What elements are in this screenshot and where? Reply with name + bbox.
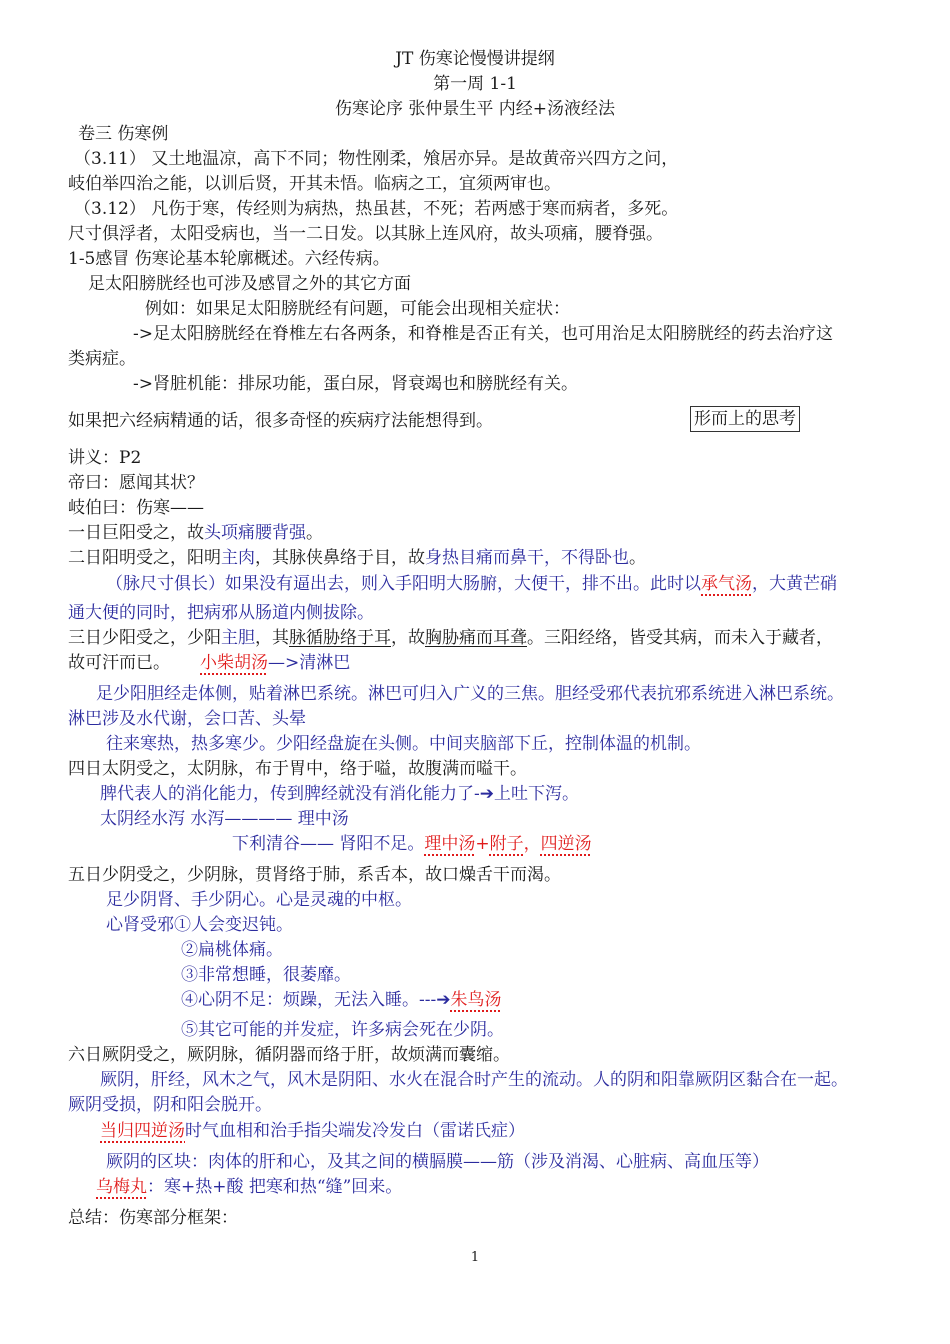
formula-name: 乌梅丸: [96, 1177, 147, 1197]
text-line: 岐伯曰：伤寒——: [68, 498, 204, 518]
note-line: ⑤其它可能的并发症，许多病会死在少阴。: [181, 1020, 504, 1040]
text-line: 类病症。: [68, 349, 136, 369]
page-number: 1: [470, 1250, 480, 1265]
text-line: 足太阳膀胱经也可涉及感冒之外的其它方面: [88, 274, 411, 294]
note-line: 太阴经水泻 水泻———— 理中汤: [100, 809, 349, 829]
note-line: 心肾受邪①人会变迟钝。: [106, 915, 293, 935]
volume-heading: 卷三 伤寒例: [78, 124, 169, 144]
day-four-line: 四日太阴受之，太阴脉，布于胃中，络于嗌，故腹满而嗌干。: [68, 759, 527, 779]
day-two-line: 二日阳明受之，阳明主肉，其脉侠鼻络于目，故身热目痛而鼻干，不得卧也。: [68, 548, 646, 568]
doc-title: JT 伤寒论慢慢讲提纲: [395, 49, 555, 69]
formula-name: 朱鸟汤: [450, 990, 502, 1010]
text-line: （3.12） 凡伤于寒，传经则为病热，热虽甚，不死；若两感于寒而病者，多死。: [74, 199, 679, 219]
note-line: 乌梅丸：寒+热+酸 把寒和热“缝”回来。: [96, 1177, 403, 1197]
text-line: 如果把六经病精通的话，很多奇怪的疾病疗法能想得到。: [68, 411, 493, 431]
note-line: 下利清谷—— 肾阳不足。理中汤+附子，四逆汤: [232, 834, 592, 854]
text-line: 岐伯举四治之能，以训后贤，开其未悟。临病之工，宜须两审也。: [68, 174, 561, 194]
note-line: 当归四逆汤时气血相和治手指尖端发冷发白（雷诺氏症）: [100, 1121, 525, 1141]
text-line: ->足太阳膀胱经在脊椎左右各两条，和脊椎是否正有关，也可用治足太阳膀胱经的药去治疗这: [133, 324, 833, 344]
note-line: 厥阴受损，阴和阳会脱开。: [68, 1095, 272, 1115]
text-line: 帝曰：愿闻其状？: [68, 473, 204, 493]
note-line: ④心阴不足：烦躁，无法入睡。---➔朱鸟汤: [181, 990, 502, 1010]
summary-line: 总结：伤寒部分框架：: [68, 1208, 238, 1228]
text-line: 例如：如果足太阳膀胱经有问题，可能会出现相关症状：: [145, 299, 570, 319]
formula-name: 附子: [489, 834, 524, 854]
note-line: 通大便的同时，把病邪从肠道内侧拔除。: [68, 603, 374, 623]
text-line: 讲义：P2: [68, 448, 142, 468]
formula-name: 当归四逆汤: [100, 1121, 185, 1141]
formula-name: 小柴胡汤: [200, 653, 268, 673]
doc-week: 第一周 1-1: [433, 74, 517, 94]
note-line: 淋巴涉及水代谢，会口苦、头晕: [68, 709, 306, 729]
formula-name: 承气汤: [701, 574, 752, 594]
day-six-line: 六日厥阴受之，厥阴脉，循阴器而络于肝，故烦满而囊缩。: [68, 1045, 510, 1065]
text-line: （3.11） 又土地温凉，高下不同；物性刚柔，飧居亦异。是故黄帝兴四方之问，: [74, 149, 679, 169]
note-line: 往来寒热，热多寒少。少阳经盘旋在头侧。中间夹脑部下丘，控制体温的机制。: [106, 734, 701, 754]
text-line: 1-5感冒 伤寒论基本轮廓概述。六经传病。: [68, 249, 390, 269]
day-one-line: 一日巨阳受之，故头项痛腰背强。: [68, 523, 323, 543]
formula-name: 理中汤: [424, 834, 476, 854]
note-line: 脾代表人的消化能力，传到脾经就没有消化能力了-➔上吐下泻。: [100, 784, 579, 804]
day-five-line: 五日少阴受之，少阴脉，贯肾络于肺，系舌本，故口燥舌干而渴。: [68, 865, 561, 885]
doc-subtitle: 伤寒论序 张仲景生平 内经+汤液经法: [334, 99, 616, 119]
note-line: 厥阴，肝经，风木之气，风木是阴阳、水火在混合时产生的流动。人的阴和阳靠厥阴区黏合在一起。: [100, 1070, 848, 1090]
formula-name: 四逆汤: [540, 834, 592, 854]
day-three-line-cont: 故可汗而已。 小柴胡汤—>清淋巴: [68, 653, 351, 673]
text-line: 尺寸俱浮者，太阳受病也，当一二日发。以其脉上连风府，故头项痛，腰脊强。: [68, 224, 663, 244]
note-line: 足少阳胆经走体侧，贴着淋巴系统。淋巴可归入广义的三焦。胆经受邪代表抗邪系统进入淋巴系统。: [96, 684, 844, 704]
boxed-note: 形而上的思考: [690, 406, 800, 432]
note-line: 足少阴肾、手少阴心。心是灵魂的中枢。: [106, 890, 412, 910]
note-line: ③非常想睡，很萎靡。: [181, 965, 351, 985]
note-line: ②扁桃体痛。: [181, 940, 283, 960]
text-line: ->肾脏机能：排尿功能，蛋白尿，肾衰竭也和膀胱经有关。: [133, 374, 578, 394]
note-line: （脉尺寸俱长）如果没有逼出去，则入手阳明大肠腑，大便干，排不出。此时以承气汤，大黄芒硝: [106, 574, 837, 594]
day-three-line: 三日少阳受之，少阳主胆，其脉循胁络于耳，故胸胁痛而耳聋。三阳经络，皆受其病，而未入于藏者，: [68, 628, 833, 648]
note-line: 厥阴的区块：肉体的肝和心，及其之间的横膈膜——筋（涉及消渴、心脏病、高血压等）: [106, 1152, 769, 1172]
